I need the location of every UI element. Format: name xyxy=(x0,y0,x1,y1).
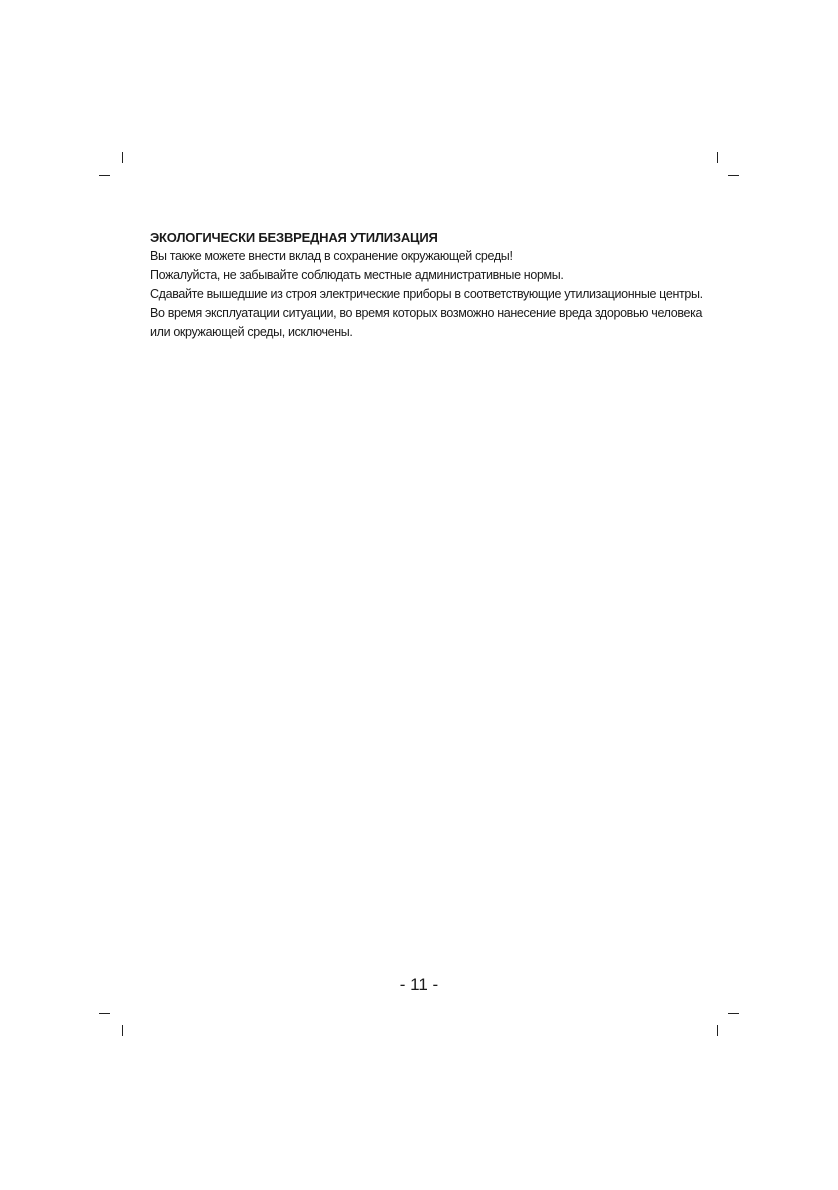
disposal-section xyxy=(150,229,710,342)
crop-mark-bottom-right-horizontal xyxy=(728,1013,739,1014)
section-line: Вы также можете внести вклад в сохранение окружающей среды! xyxy=(150,249,513,263)
crop-mark-top-left-horizontal xyxy=(99,175,110,176)
crop-mark-top-left-vertical xyxy=(122,152,123,163)
section-heading: ЭКОЛОГИЧЕСКИ БЕЗВРЕДНАЯ УТИЛИЗАЦИЯ xyxy=(150,230,438,245)
crop-mark-bottom-right-vertical xyxy=(717,1025,718,1036)
section-line: Пожалуйста, не забывайте соблюдать местные административные нормы. xyxy=(150,268,564,282)
section-line: или окружающей среды, исключены. xyxy=(150,325,353,339)
section-line: Сдавайте вышедшие из строя электрические приборы в соответствующие утилизационные центры. xyxy=(150,287,703,301)
crop-mark-top-right-vertical xyxy=(717,152,718,163)
crop-mark-bottom-left-horizontal xyxy=(99,1013,110,1014)
section-line: Во время эксплуатации ситуации, во время которых возможно нанесение вреда здоровью человека xyxy=(150,306,703,320)
page-number: - 11 - xyxy=(399,975,439,994)
crop-mark-top-right-horizontal xyxy=(728,175,739,176)
crop-mark-bottom-left-vertical xyxy=(122,1025,123,1036)
